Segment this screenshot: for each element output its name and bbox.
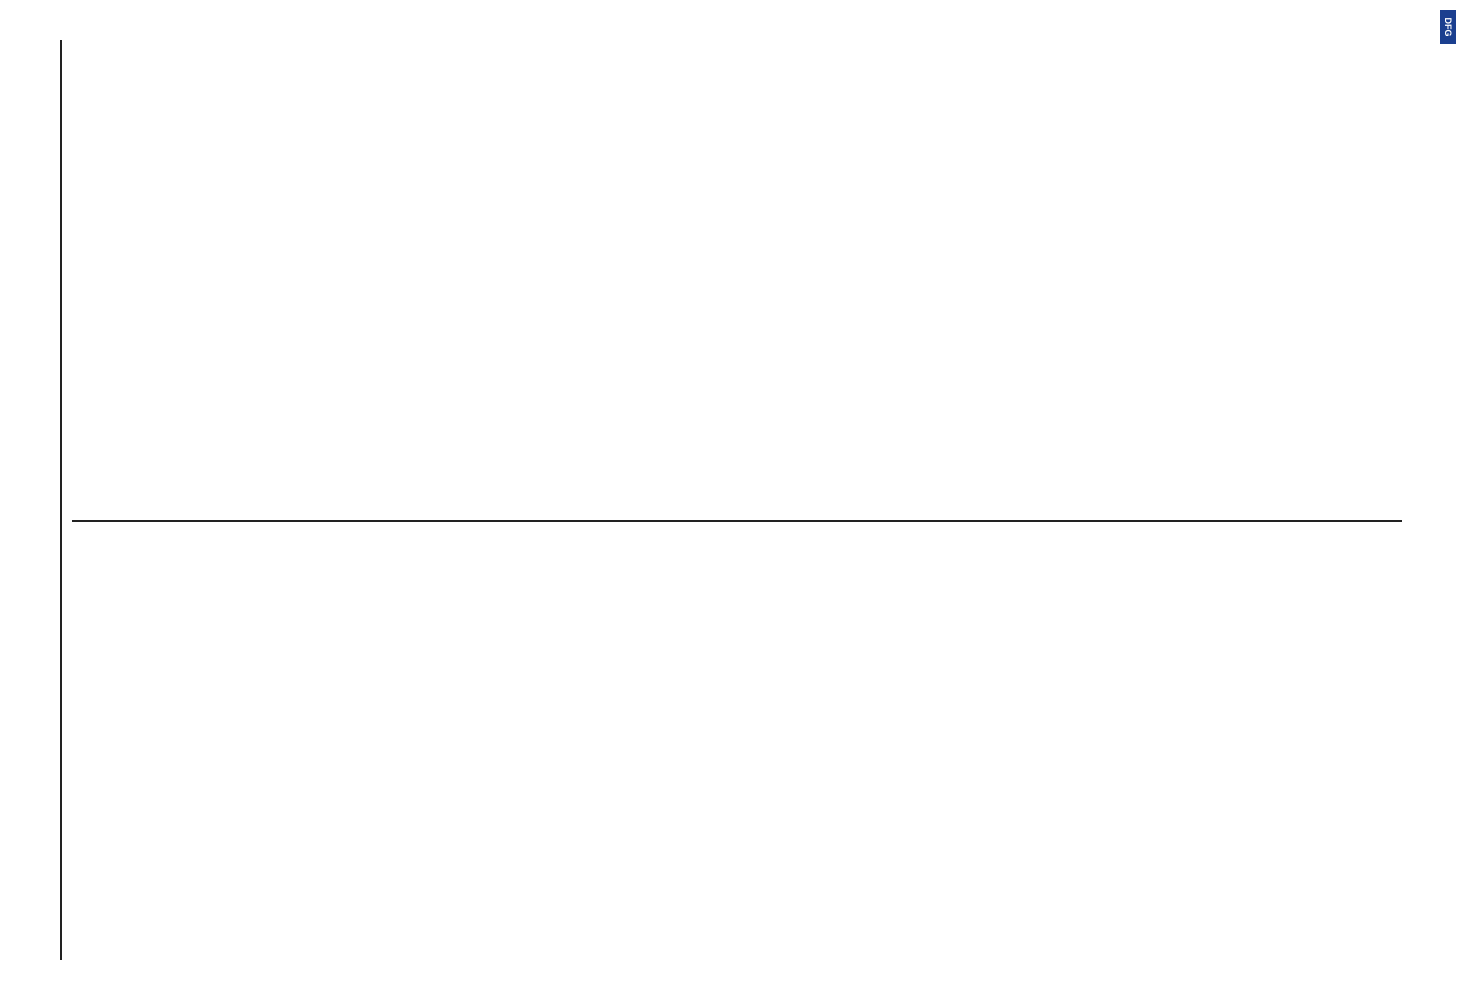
digitization-credit	[1438, 10, 1458, 640]
text-column-left	[72, 537, 1392, 952]
text-column-right	[72, 40, 1392, 480]
column-divider	[72, 520, 1402, 522]
header-rule	[60, 40, 62, 960]
running-header	[14, 40, 54, 960]
dfg-logo	[1440, 10, 1456, 44]
dfg-logo-text: DFG	[1443, 17, 1453, 37]
